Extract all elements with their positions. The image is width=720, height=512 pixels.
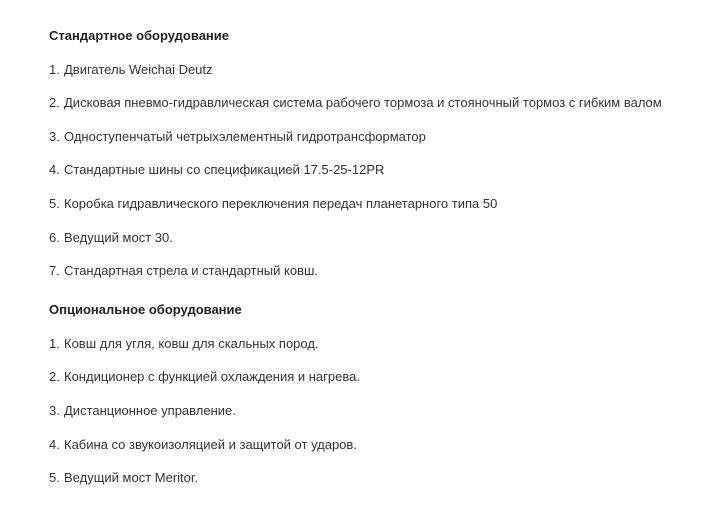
list-item-text: Дистанционное управление.	[64, 402, 236, 418]
list-item	[49, 161, 714, 179]
standard-equipment-title: Стандартное оборудование	[49, 28, 229, 43]
standard-equipment-section	[49, 27, 714, 280]
list-item-number: 7.	[49, 263, 60, 279]
list-item	[49, 469, 714, 487]
list-item-text: Дисковая пневмо-гидравлическая система рабочего тормоза и стояночный тормоз с гибким валом	[64, 95, 662, 111]
list-item	[49, 195, 714, 213]
list-item-text: Ведущий мост Meritor.	[64, 470, 199, 486]
list-item-text: Стандартная стрела и стандартный ковш.	[64, 263, 319, 279]
list-item-number: 5.	[49, 470, 60, 486]
list-item-text: Коробка гидравлического переключения передач планетарного типа 50	[64, 195, 498, 211]
list-item	[49, 229, 714, 247]
list-item	[49, 128, 714, 146]
list-item-number: 3.	[49, 402, 60, 418]
list-item	[49, 94, 714, 112]
list-item	[49, 61, 714, 79]
list-item-number: 1.	[49, 335, 60, 351]
list-item-number: 4.	[49, 162, 60, 178]
list-item-text: Одноступенчатый четрыхэлементный гидротрансформатор	[64, 128, 426, 144]
list-item-number: 2.	[49, 95, 60, 111]
list-item	[49, 402, 714, 420]
list-item-number: 1.	[49, 61, 60, 77]
list-item	[49, 262, 714, 280]
list-item-number: 3.	[49, 128, 60, 144]
list-item	[49, 436, 714, 454]
list-item-number: 4.	[49, 436, 60, 452]
list-item-number: 5.	[49, 195, 60, 211]
list-item-number: 6.	[49, 229, 60, 245]
list-item-text: Ковш для угля, ковш для скальных пород.	[64, 335, 319, 351]
list-item-text: Кондиционер с функцией охлаждения и нагрева.	[64, 369, 360, 385]
equipment-content	[49, 27, 714, 487]
list-item-text: Стандартные шины со спецификацией 17.5-25-12PR	[64, 162, 385, 178]
standard-equipment-list	[49, 61, 714, 281]
list-item-number: 2.	[49, 369, 60, 385]
list-item-text: Кабина со звукоизоляцией и защитой от ударов.	[64, 436, 357, 452]
list-item-text: Двигатель Weichai Deutz	[64, 61, 213, 77]
optional-equipment-title: Опциональное оборудование	[49, 302, 242, 318]
list-item	[49, 368, 714, 386]
list-item	[49, 335, 714, 353]
optional-equipment-list	[49, 335, 714, 487]
optional-equipment-section	[49, 301, 714, 487]
list-item-text: Ведущий мост 30.	[64, 229, 173, 245]
